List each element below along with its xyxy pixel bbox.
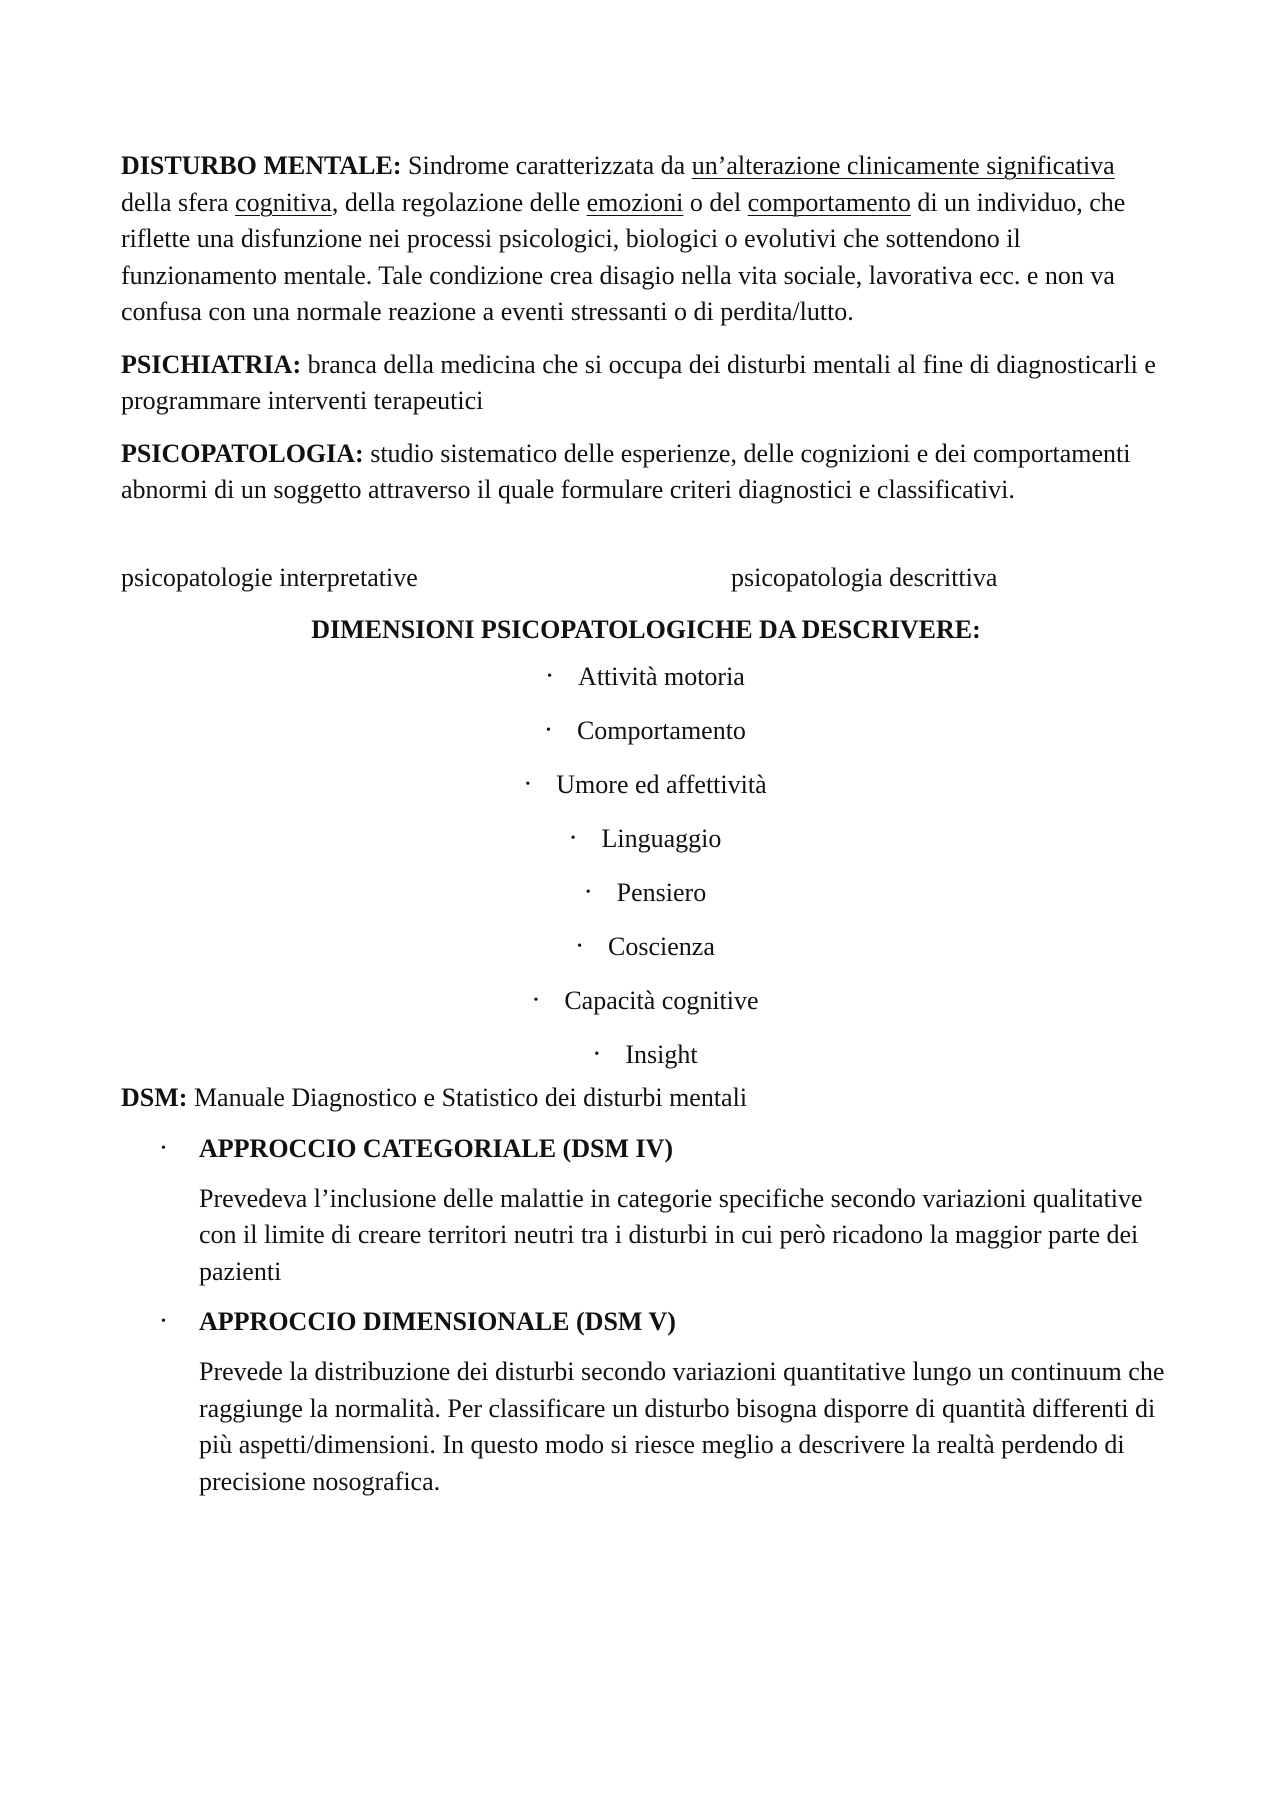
approach-body: Prevede la distribuzione dei disturbi secondo variazioni quantitative lungo un continuum che raggiunge la normalità. Per classificare un disturbo bisogna disporre di quantità differenti di più aspetti/dimensioni. In questo modo si riesce meglio a descrivere la realtà perdendo di precisione nosografica. xyxy=(199,1357,1165,1496)
term-disturbo-mentale: DISTURBO MENTALE: xyxy=(121,151,402,180)
dimensions-list xyxy=(121,659,1171,1075)
bullet-icon: • xyxy=(533,992,539,1008)
definition-psicopatologia xyxy=(121,436,1171,509)
bullet-icon: • xyxy=(577,938,583,954)
dsm-definition xyxy=(121,1079,1171,1117)
definition-text: Sindrome caratterizzata da xyxy=(401,151,692,180)
list-item xyxy=(121,821,1171,875)
approach-body: Prevedeva l’inclusione delle malattie in categorie specifiche secondo variazioni qualitative con il limite di creare territori neutri tra i disturbi in cui però ricadono la maggior parte dei pazienti xyxy=(199,1183,1143,1286)
definition-text: Manuale Diagnostico e Statistico dei disturbi mentali xyxy=(187,1082,748,1112)
definition-text: della sfera xyxy=(121,187,236,217)
list-item-label: Comportamento xyxy=(576,715,746,745)
underlined-phrase: emozioni xyxy=(586,187,684,217)
list-item-label: Pensiero xyxy=(616,877,707,907)
list-item xyxy=(121,929,1171,983)
list-item-label: Umore ed affettività xyxy=(556,769,767,799)
bullet-icon: • xyxy=(525,776,531,792)
list-item xyxy=(121,659,1171,713)
definition-text: studio sistematico delle esperienze, delle cognizioni e dei comportamenti abnormi di un soggetto attraverso il quale formulare criteri diagnostici e classificativi. xyxy=(121,438,1131,504)
term-psicopatologia: PSICOPATOLOGIA: xyxy=(121,438,364,468)
approach-categoriale xyxy=(121,1131,1171,1167)
underlined-phrase: un’alterazione clinicamente significativa xyxy=(691,151,1115,180)
column-left-label: psicopatologie interpretative xyxy=(121,562,418,592)
document-page xyxy=(121,148,1171,1500)
list-item-label: Attività motoria xyxy=(578,661,745,691)
approach-title: APPROCCIO CATEGORIALE (DSM IV) xyxy=(199,1133,674,1163)
bullet-icon: • xyxy=(547,668,553,684)
list-item-label: Linguaggio xyxy=(601,823,722,853)
term-dsm: DSM: xyxy=(121,1082,188,1112)
list-item xyxy=(121,983,1171,1037)
bullet-icon: • xyxy=(546,722,551,738)
term-psichiatria: PSICHIATRIA: xyxy=(121,349,302,379)
list-item-label: Coscienza xyxy=(608,931,715,961)
list-item xyxy=(121,713,1171,767)
underlined-phrase: cognitiva xyxy=(235,187,332,217)
list-item xyxy=(121,767,1171,821)
bullet-icon: • xyxy=(161,1140,166,1156)
bullet-icon: • xyxy=(585,884,591,900)
definition-text: o del xyxy=(683,187,748,217)
definition-disturbo-mentale xyxy=(121,148,1171,331)
definition-text: , della regolazione delle xyxy=(331,187,587,217)
list-item xyxy=(121,1037,1171,1075)
dimensions-heading: DIMENSIONI PSICOPATOLOGICHE DA DESCRIVERE: xyxy=(311,614,981,644)
approach-dimensionale xyxy=(121,1304,1171,1340)
bullet-icon: • xyxy=(594,1046,600,1062)
psicopatologie-columns xyxy=(121,559,1171,597)
definition-psichiatria xyxy=(121,347,1171,420)
definition-text: di un individuo, che riflette una disfunzione nei processi psicologici, biologici o evolutivi che sottendono il funzionamento mentale. Tale condizione crea disagio nella vita sociale, lavorativa ecc. e non va confusa con una normale reazione a eventi stressanti o di perdita/lutto. xyxy=(121,187,1126,326)
bullet-icon: • xyxy=(570,830,576,846)
list-item-label: Capacità cognitive xyxy=(564,985,759,1015)
column-right-label: psicopatologia descrittiva xyxy=(731,562,998,592)
list-item xyxy=(121,875,1171,929)
list-item-label: Insight xyxy=(625,1039,698,1069)
approach-title: APPROCCIO DIMENSIONALE (DSM V) xyxy=(199,1307,676,1336)
definition-text: branca della medicina che si occupa dei disturbi mentali al fine di diagnosticarli e programmare interventi terapeutici xyxy=(121,349,1156,415)
underlined-phrase: comportamento xyxy=(747,187,911,217)
bullet-icon: • xyxy=(161,1314,166,1329)
